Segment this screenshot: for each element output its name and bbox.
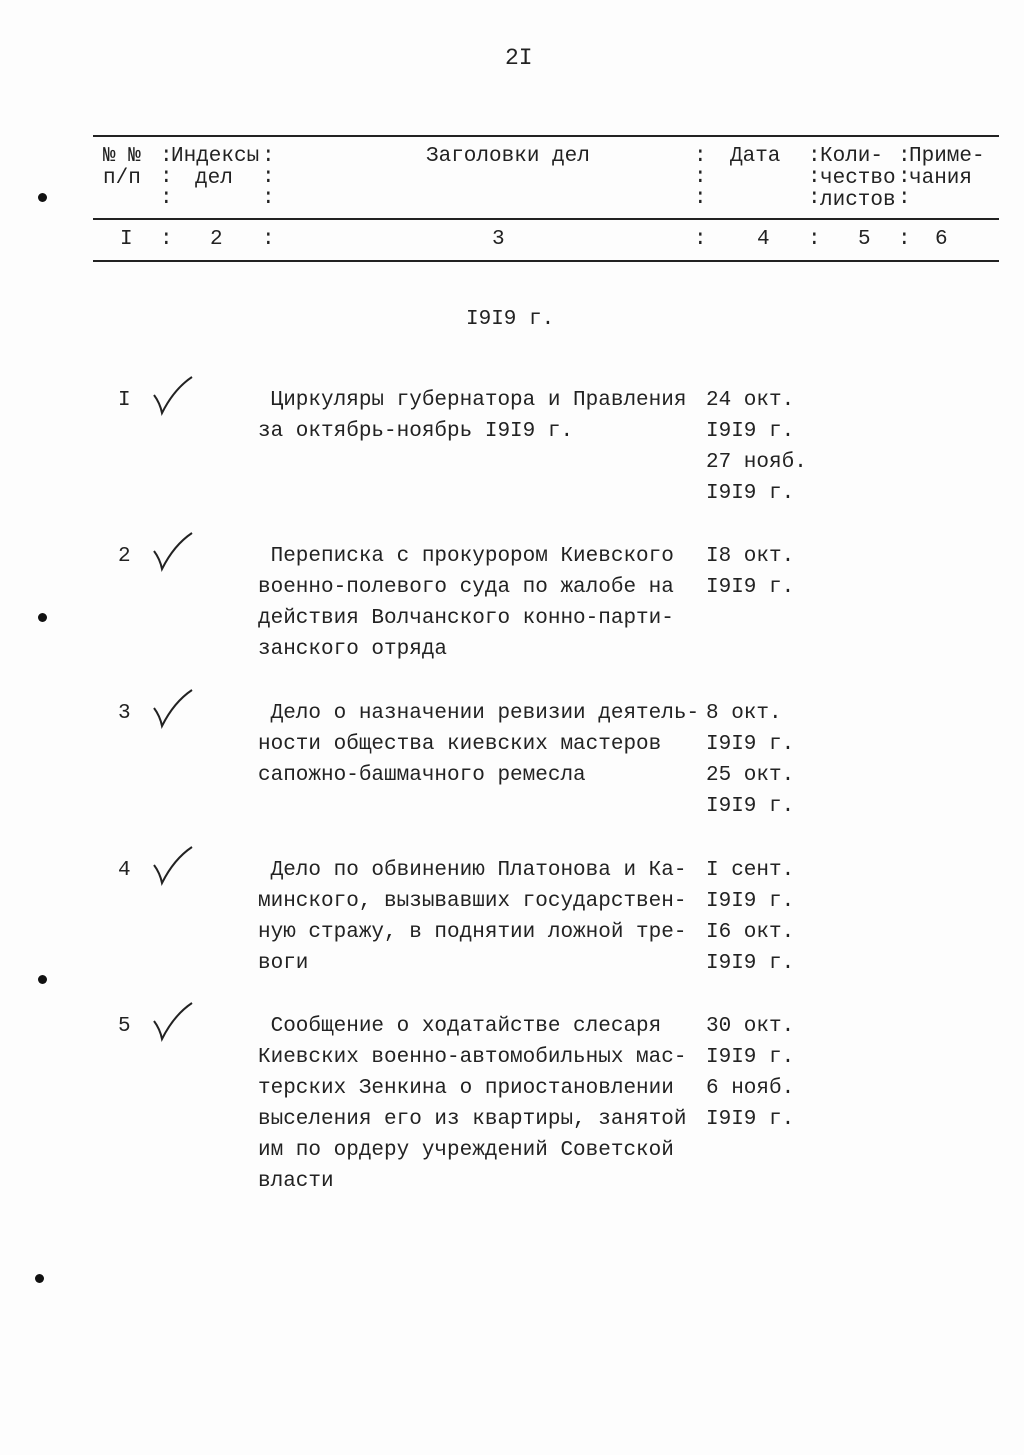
- entry-date-line: I9I9 г.: [706, 1046, 795, 1069]
- entry-title-line: Дело о назначении ревизии деятель-: [258, 702, 700, 725]
- entry-title-line: Циркуляры губернатора и Правления: [258, 389, 687, 412]
- punch-hole: [38, 613, 47, 622]
- punch-hole: [38, 975, 47, 984]
- entry-number: 3: [118, 702, 131, 725]
- entry-date-line: I сент.: [706, 859, 795, 882]
- entry-date-line: I9I9 г.: [706, 420, 795, 443]
- entry-title-line: воги: [258, 952, 309, 975]
- punch-hole: [38, 193, 47, 202]
- entry-date-line: 8 окт.: [706, 702, 782, 725]
- entry-date-line: I8 окт.: [706, 545, 795, 568]
- entry-number: 5: [118, 1015, 131, 1038]
- header-notes: чания: [909, 167, 973, 190]
- entry-date-line: I9I9 г.: [706, 1108, 795, 1131]
- entry-number: I: [118, 389, 131, 412]
- checkmark-icon: [148, 1001, 198, 1043]
- header-bottom-rule: [93, 260, 999, 262]
- entry-date-line: 27 нояб.: [706, 451, 807, 474]
- punch-hole: [35, 1274, 44, 1283]
- col-number: 3: [492, 228, 505, 251]
- entry-title-line: за октябрь-ноябрь I9I9 г.: [258, 420, 574, 443]
- checkmark-icon: [148, 531, 198, 573]
- entry-date-line: 24 окт.: [706, 389, 795, 412]
- header-title: Заголовки дел: [426, 145, 590, 168]
- header-top-rule: [93, 135, 999, 137]
- entry-title-line: Киевских военно-автомобильных мас-: [258, 1046, 687, 1069]
- year-heading: I9I9 г.: [466, 308, 555, 331]
- entry-title-line: Дело по обвинению Платонова и Ка-: [258, 859, 687, 882]
- header-count: Коли-: [820, 145, 884, 168]
- header-count: листов: [820, 189, 896, 212]
- header-num: п/п: [103, 167, 141, 190]
- entry-date-line: I9I9 г.: [706, 890, 795, 913]
- header-index: Индексы: [171, 145, 260, 168]
- entry-title-line: власти: [258, 1170, 334, 1193]
- header-count: чество: [820, 167, 896, 190]
- col-number: 5: [858, 228, 871, 251]
- col-number: I: [120, 228, 133, 251]
- entry-date-line: I9I9 г.: [706, 952, 795, 975]
- header-date: Дата: [730, 145, 781, 168]
- entry-title-line: минского, вызывавших государствен-: [258, 890, 687, 913]
- entry-title-line: терских Зенкина о приостановлении: [258, 1077, 674, 1100]
- entry-title-line: им по ордеру учреждений Советской: [258, 1139, 674, 1162]
- col-number: 4: [757, 228, 770, 251]
- entry-title-line: сапожно-башмачного ремесла: [258, 764, 586, 787]
- entry-date-line: 6 нояб.: [706, 1077, 795, 1100]
- col-number: 2: [210, 228, 223, 251]
- entry-date-line: I9I9 г.: [706, 482, 795, 505]
- entry-title-line: ную стражу, в поднятии ложной тре-: [258, 921, 687, 944]
- checkmark-icon: [148, 845, 198, 887]
- header-num: № №: [103, 145, 141, 168]
- entry-title-line: выселения его из квартиры, занятой: [258, 1108, 687, 1131]
- col-number: 6: [935, 228, 948, 251]
- page-number: 2I: [505, 45, 533, 71]
- checkmark-icon: [148, 688, 198, 730]
- entry-date-line: I9I9 г.: [706, 576, 795, 599]
- header-notes: Приме-: [909, 145, 985, 168]
- entry-number: 2: [118, 545, 131, 568]
- entry-title-line: Сообщение о ходатайстве слесаря: [258, 1015, 662, 1038]
- entry-date-line: I6 окт.: [706, 921, 795, 944]
- entry-date-line: I9I9 г.: [706, 795, 795, 818]
- checkmark-icon: [148, 375, 198, 417]
- entry-title-line: военно-полевого суда по жалобе на: [258, 576, 674, 599]
- header-mid-rule: [93, 218, 999, 220]
- entry-title-line: занского отряда: [258, 638, 448, 661]
- entry-date-line: 25 окт.: [706, 764, 795, 787]
- entry-date-line: I9I9 г.: [706, 733, 795, 756]
- document-page: 2I № № п/п : : : Индексы дел : : : Заголовки дел : : : Дата : : : Коли- чество листов : : : Приме- чания I : 2 : 3 : 4 : 5 : 6 I9I9 г. I Циркуляры губернатора и Правления за октябрь-ноябрь I9I9 г. 24 окт. I9I9 г. 27 нояб. I9I9 г. 2 Переписка с прокурором Киевского военно-полевого суда по жалобе на действия Волчанского конно-парти- занского отряда I8 окт. I9I9 г. 3 Дело о назначении ревизии деятель- ности общества киевских мастеров сапожно-башмачного ремесла 8 окт. I9I9 г. 25 окт. I9I9 г. 4 Дело по обвинению Платонова и Ка- минского, вызывавших государствен- ную стражу, в поднятии ложной тре- воги I сент. I9I9 г. I6 окт. I9I9 г. 5 Сообщение о ходатайстве слесаря Киевских военно-автомобильных мас- терских Зенкина о приостановлении выселения его из квартиры, занятой им по ордеру учреждений Советской власти 30 окт. I9I9 г. 6 нояб. I9I9 г.: [0, 0, 1024, 1455]
- entry-title-line: ности общества киевских мастеров: [258, 733, 662, 756]
- entry-date-line: 30 окт.: [706, 1015, 795, 1038]
- entry-number: 4: [118, 859, 131, 882]
- entry-title-line: действия Волчанского конно-парти-: [258, 607, 674, 630]
- header-index: дел: [195, 167, 233, 190]
- entry-title-line: Переписка с прокурором Киевского: [258, 545, 674, 568]
